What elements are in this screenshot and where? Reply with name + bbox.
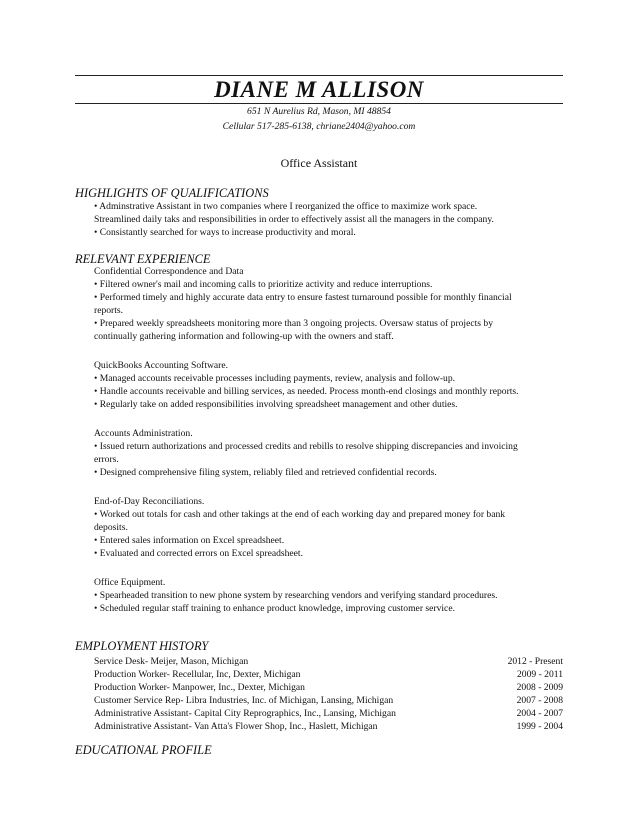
employment-title: Service Desk- Meijer, Mason, Michigan <box>94 656 249 667</box>
experience-line: • Evaluated and corrected errors on Excel spreadsheet. <box>94 548 303 559</box>
address-line: 651 N Aurelius Rd, Mason, MI 48854 <box>247 106 391 117</box>
header-bottom-rule <box>75 103 563 104</box>
employment-dates: 2004 - 2007 <box>516 708 563 719</box>
experience-line: • Prepared weekly spreadsheets monitoring more than 3 ongoing projects. Oversaw status of projects by <box>94 318 494 329</box>
section-heading-education: EDUCATIONAL PROFILE <box>75 743 212 757</box>
experience-line: • Filtered owner's mail and incoming calls to prioritize activity and reduce interruptions. <box>94 279 433 290</box>
highlight-line: • Adminstrative Assistant in two companies where I reorganized the office to maximize work space. <box>94 201 478 212</box>
employment-title: Production Worker- Manpower, Inc., Dexter, Michigan <box>94 682 305 693</box>
experience-line: • Entered sales information on Excel spreadsheet. <box>94 535 285 546</box>
objective-title: Office Assistant <box>280 156 358 170</box>
section-heading-experience: RELEVANT EXPERIENCE <box>75 252 211 266</box>
experience-subheading: QuickBooks Accounting Software. <box>94 360 229 371</box>
employment-dates: 2008 - 2009 <box>516 682 563 693</box>
contact-line: Cellular 517-285-6138, chriane2404@yahoo.com <box>222 121 416 132</box>
employment-dates: 2009 - 2011 <box>516 669 563 680</box>
employment-dates: 2007 - 2008 <box>516 695 563 706</box>
experience-subheading: Confidential Correspondence and Data <box>94 266 244 277</box>
experience-line: • Scheduled regular staff training to enhance product knowledge, improving customer service. <box>94 603 455 614</box>
applicant-name: DIANE M ALLISON <box>214 77 424 102</box>
experience-line: • Issued return authorizations and processed credits and rebills to resolve shipping discrepancies and invoicing <box>94 441 518 452</box>
experience-subheading: Office Equipment. <box>94 577 166 588</box>
experience-subheading: Accounts Administration. <box>94 428 193 439</box>
experience-line: • Managed accounts receivable processes including payments, review, analysis and follow-up. <box>94 373 456 384</box>
experience-line: • Handle accounts receivable and billing services, as needed. Process month-end closings and monthly reports. <box>94 386 519 397</box>
experience-line: deposits. <box>94 522 128 533</box>
section-heading-highlights: HIGHLIGHTS OF QUALIFICATIONS <box>75 186 269 200</box>
employment-dates: 2012 - Present <box>507 656 563 667</box>
employment-title: Production Worker- Recellular, Inc, Dexter, Michigan <box>94 669 301 680</box>
experience-line: continually gathering information and following-up with the owners and staff. <box>94 331 394 342</box>
highlight-line: • Consistantly searched for ways to increase productivity and moral. <box>94 227 356 238</box>
employment-title: Customer Service Rep- Libra Industries, Inc. of Michigan, Lansing, Michigan <box>94 695 394 706</box>
employment-dates: 1999 - 2004 <box>516 721 563 732</box>
experience-line: errors. <box>94 454 119 465</box>
experience-line: reports. <box>94 305 124 316</box>
experience-line: • Designed comprehensive filing system, reliably filed and retrieved confidential records. <box>94 467 437 478</box>
highlight-line: Streamlined daily taks and responsibilities in order to effectively assist all the managers in the company. <box>94 214 494 225</box>
experience-line: • Worked out totals for cash and other takings at the end of each working day and prepared money for bank <box>94 509 506 520</box>
experience-line: • Spearheaded transition to new phone system by researching vendors and verifying standard procedures. <box>94 590 498 601</box>
experience-subheading: End-of-Day Reconciliations. <box>94 496 205 507</box>
experience-line: • Performed timely and highly accurate data entry to ensure fastest turnaround possible for monthly financial <box>94 292 512 303</box>
employment-title: Administrative Assistant- Van Atta's Flower Shop, Inc., Haslett, Michigan <box>94 721 378 732</box>
experience-line: • Regularly take on added responsibilities involving spreadsheet management and other duties. <box>94 399 458 410</box>
section-heading-employment: EMPLOYMENT HISTORY <box>75 639 209 653</box>
employment-title: Administrative Assistant- Capital City Reprographics, Inc., Lansing, Michigan <box>94 708 396 719</box>
